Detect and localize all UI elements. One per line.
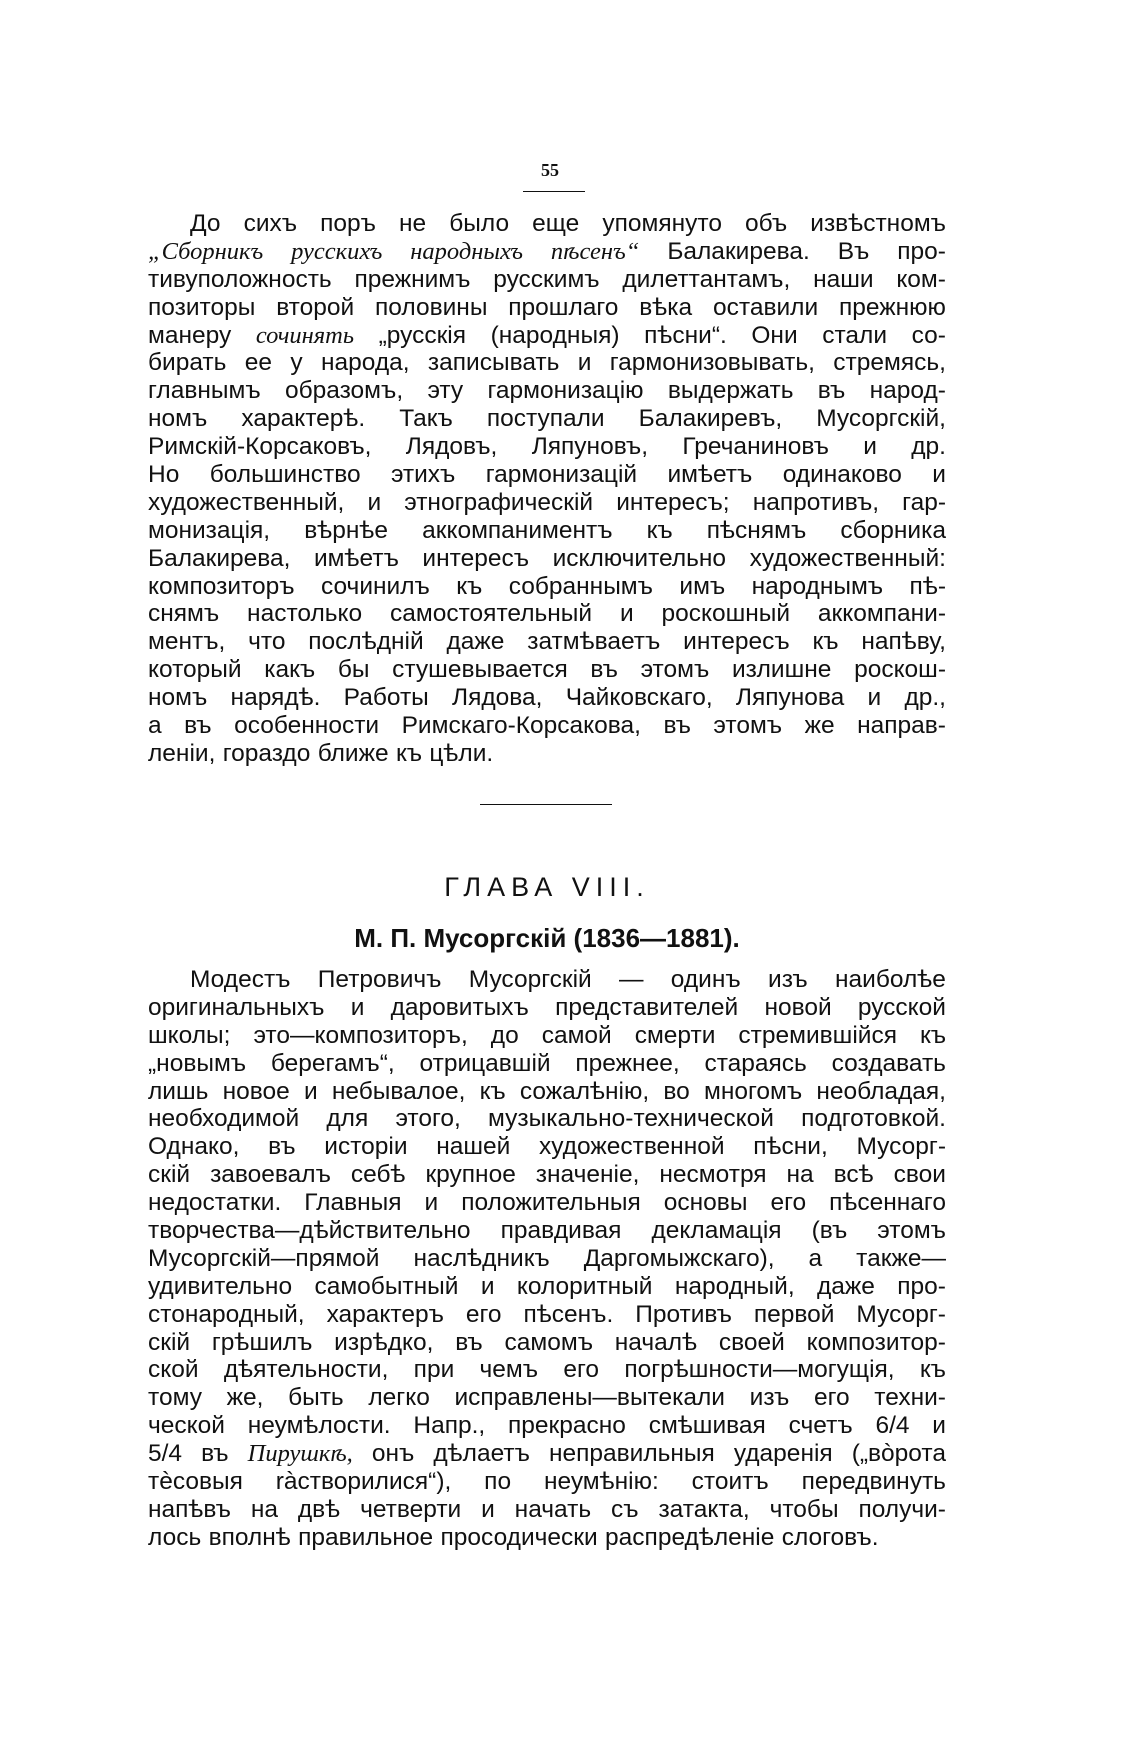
text-line: Однако, въ исторіи нашей художественной пѣсни, Мусорг- bbox=[148, 1133, 946, 1161]
text-line: ской дѣятельности, при чемъ его погрѣшности—могущія, къ bbox=[148, 1356, 946, 1384]
text-line: скій грѣшилъ изрѣдко, въ самомъ началѣ своей композитор- bbox=[148, 1328, 946, 1356]
text-line: Модестъ Петровичъ Мусоргскій — одинъ изъ наиболѣе bbox=[190, 966, 946, 993]
text-line: стонародный, характеръ его пѣсенъ. Противъ первой Мусорг- bbox=[148, 1300, 946, 1328]
text-line: недостатки. Главныя и положительныя основы его пѣсеннаго bbox=[148, 1189, 946, 1217]
section-separator bbox=[480, 804, 612, 805]
text-line: позиторы второй половины прошлаго вѣка оставили прежнюю bbox=[148, 293, 946, 321]
text-line: „новымъ берегамъ“, отрицавшій прежнее, стараясь создавать bbox=[148, 1049, 946, 1077]
text-line: тèсовыя ràстворилися“), по неумѣнію: стоитъ передвинуть bbox=[148, 1468, 946, 1496]
text-line: лось вполнѣ правильное просодически распредѣленіе слоговъ. bbox=[148, 1523, 879, 1551]
text-line: художественный, и этнографическій интересъ; напротивъ, гар- bbox=[148, 488, 946, 516]
text-line: „Сборникъ русскихъ народныхъ пѣсенъ“ Балакирева. Въ про- bbox=[148, 237, 946, 265]
text-line: тому же, быть легко исправлены—вытекали изъ его техни- bbox=[148, 1384, 946, 1412]
text-line: ческой неумѣлости. Напр., прекрасно смѣшивая счетъ 6/4 и bbox=[148, 1412, 946, 1440]
text-line: До сихъ поръ не было еще упомянуто объ извѣстномъ bbox=[190, 210, 946, 237]
page-number: 55 bbox=[541, 160, 559, 180]
text-line: ментъ, что послѣдній даже затмѣваетъ интересъ къ напѣву, bbox=[148, 628, 946, 656]
paragraph-1 bbox=[148, 210, 946, 768]
text-line: удивительно самобытный и колоритный народный, даже про- bbox=[148, 1272, 946, 1300]
text-line: Балакирева, имѣетъ интересъ исключительно художественный: bbox=[148, 544, 946, 572]
text-line: а въ особенности Римскаго-Корсакова, въ этомъ же направ- bbox=[148, 712, 946, 740]
text-line: оригинальныхъ и даровитыхъ представителей новой русской bbox=[148, 993, 946, 1021]
text-line: леніи, гораздо ближе къ цѣли. bbox=[148, 739, 494, 767]
text-line: напѣвъ на двѣ четверти и начать съ затакта, чтобы получи- bbox=[148, 1495, 946, 1523]
text-line: Римскій-Корсаковъ, Лядовъ, Ляпуновъ, Гречаниновъ и др. bbox=[148, 433, 946, 461]
chapter-subtitle: М. П. Мусоргскій (1836—1881). bbox=[354, 923, 740, 953]
text-line: необходимой для этого, музыкально-технической подготовкой. bbox=[148, 1105, 946, 1133]
text-line: лишь новое и небывалое, къ сожалѣнію, во многомъ необладая, bbox=[148, 1077, 946, 1105]
chapter-title: ГЛАВА VIII. bbox=[444, 872, 650, 902]
text-line: манеру сочинять „русскія (народныя) пѣсни“. Они стали со- bbox=[148, 321, 946, 349]
text-line: 5/4 въ Пирушкѣ, онъ дѣлаетъ неправильныя ударенія („вòрота bbox=[148, 1440, 946, 1468]
text-line: композиторъ сочинилъ къ собраннымъ имъ народнымъ пѣ- bbox=[148, 572, 946, 600]
text-line: Но большинство этихъ гармонизацій имѣетъ одинаково и bbox=[148, 461, 946, 489]
text-line: Мусоргскій—прямой наслѣдникъ Даргомыжскаго), а также— bbox=[148, 1244, 946, 1272]
text-line: тивуположность прежнимъ русскимъ дилеттантамъ, наши ком- bbox=[148, 265, 946, 293]
text-line: главнымъ образомъ, эту гармонизацію выдержать въ народ- bbox=[148, 377, 946, 405]
text-line: снямъ настолько самостоятельный и роскошный аккомпани- bbox=[148, 600, 946, 628]
page-number-rule bbox=[523, 191, 585, 192]
text-line: творчества—дѣйствительно правдивая декламація (въ этомъ bbox=[148, 1217, 946, 1245]
paragraph-2 bbox=[148, 966, 946, 1552]
text-line: номъ характерѣ. Такъ поступали Балакиревъ, Мусоргскій, bbox=[148, 405, 946, 433]
text-line: бирать ее у народа, записывать и гармонизовывать, стремясь, bbox=[148, 349, 946, 377]
text-line: номъ нарядѣ. Работы Лядова, Чайковскаго, Ляпунова и др., bbox=[148, 684, 946, 712]
text-line: скій завоевалъ себѣ крупное значеніе, несмотря на всѣ свои bbox=[148, 1161, 946, 1189]
text-line: монизація, вѣрнѣе аккомпаниментъ къ пѣснямъ сборника bbox=[148, 516, 946, 544]
text-line: школы; это—композиторъ, до самой смерти стремившійся къ bbox=[148, 1021, 946, 1049]
text-line: который какъ бы стушевывается въ этомъ излишне роскош- bbox=[148, 656, 946, 684]
